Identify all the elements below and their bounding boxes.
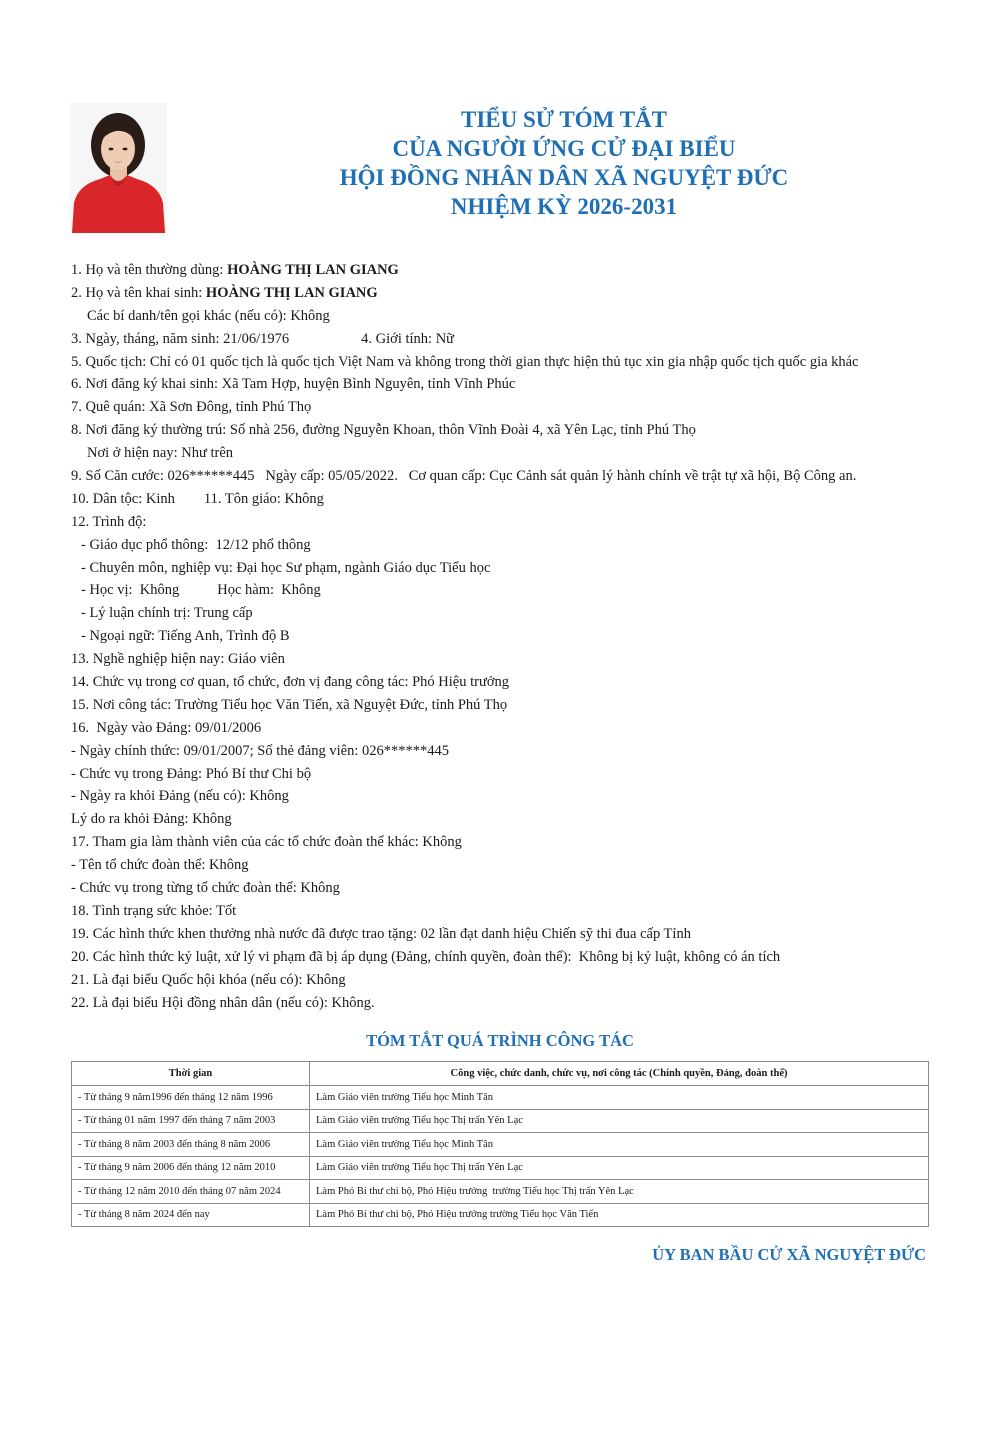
- field-16: 16. Ngày vào Đảng: 09/01/2006: [71, 719, 262, 736]
- field-10-11: [71, 488, 951, 511]
- table-row: [72, 1156, 929, 1180]
- table-row: [72, 1109, 929, 1133]
- field-8: 8. Nơi đăng ký thường trú: Số nhà 256, đường Nguyễn Khoan, thôn Vĩnh Đoài 4, xã Yên Lạc, tỉnh Phú Thọ: [71, 422, 696, 439]
- field-18: 18. Tình trạng sức khỏe: Tốt: [71, 902, 237, 919]
- work-history-title: TÓM TẮT QUÁ TRÌNH CÔNG TÁC: [366, 1031, 634, 1050]
- field-16-exit-date: - Ngày ra khỏi Đảng (nếu có): Không: [71, 788, 289, 805]
- row-work: Làm Phó Bí thư chi bộ, Phó Hiệu trưởng trường Tiểu học Thị trấn Yên Lạc: [310, 1180, 929, 1204]
- row-time: - Từ tháng 9 năm 2006 đến tháng 12 năm 2010: [72, 1156, 310, 1180]
- election-committee-signature: ỦY BAN BẦU CỬ XÃ NGUYỆT ĐỨC: [652, 1245, 926, 1264]
- field-12-professional: - Chuyên môn, nghiệp vụ: Đại học Sư phạm, ngành Giáo dục Tiểu học: [81, 559, 491, 576]
- title-line-1: TIỂU SỬ TÓM TẮT: [461, 107, 667, 132]
- field-9: 9. Số Căn cước: 026******445 Ngày cấp: 05/05/2022. Cơ quan cấp: Cục Cảnh sát quản lý hành chính về trật tự xã hội, Bộ Công an.: [71, 468, 857, 485]
- work-history-table: [71, 1061, 929, 1227]
- field-14: 14. Chức vụ trong cơ quan, tổ chức, đơn vị đang công tác: Phó Hiệu trưởng: [71, 674, 510, 691]
- field-17-position: - Chức vụ trong từng tổ chức đoàn thể: Không: [71, 880, 340, 897]
- header-work: Công việc, chức danh, chức vụ, nơi công tác (Chính quyền, Đảng, đoàn thể): [310, 1062, 929, 1086]
- field-2-label: 2. Họ và tên khai sinh:: [71, 284, 206, 301]
- field-7: 7. Quê quán: Xã Sơn Đông, tỉnh Phú Thọ: [71, 399, 312, 416]
- row-time: - Từ tháng 8 năm 2003 đến tháng 8 năm 2006: [72, 1133, 310, 1157]
- candidate-photo: [70, 103, 167, 233]
- field-12-politics: - Lý luận chính trị: Trung cấp: [81, 605, 253, 622]
- field-2-alias: Các bí danh/tên gọi khác (nếu có): Không: [87, 307, 330, 324]
- title-line-4: NHIỆM KỲ 2026-2031: [450, 194, 678, 219]
- row-time: - Từ tháng 8 năm 2024 đến nay: [72, 1203, 310, 1227]
- field-6: 6. Nơi đăng ký khai sinh: Xã Tam Hợp, huyện Bình Nguyên, tỉnh Vĩnh Phúc: [71, 376, 516, 393]
- biography-fields: [71, 259, 951, 1014]
- row-work: Làm Giáo viên trường Tiểu học Minh Tân: [310, 1133, 929, 1157]
- field-5: 5. Quốc tịch: Chỉ có 01 quốc tịch là quốc tịch Việt Nam và không trong thời gian thực hiện thủ tục xin gia nhập quốc tịch quốc gia khác: [71, 353, 859, 370]
- field-16-official: - Ngày chính thức: 09/01/2007; Số thẻ đảng viên: 026******445: [71, 742, 449, 759]
- field-17: 17. Tham gia làm thành viên của các tổ chức đoàn thể khác: Không: [71, 834, 462, 851]
- field-8-current: Nơi ở hiện nay: Như trên: [87, 445, 234, 462]
- table-header-row: [72, 1062, 929, 1086]
- field-12-language: - Ngoại ngữ: Tiếng Anh, Trình độ B: [81, 628, 290, 645]
- row-time: - Từ tháng 9 năm1996 đến tháng 12 năm 1996: [72, 1086, 310, 1110]
- row-work: Làm Phó Bí thư chi bộ, Phó Hiệu trưởng trường Tiểu học Văn Tiến: [310, 1203, 929, 1227]
- field-13: 13. Nghề nghiệp hiện nay: Giáo viên: [71, 651, 285, 668]
- field-17-org: - Tên tổ chức đoàn thể: Không: [71, 857, 249, 874]
- field-10: 10. Dân tộc: Kinh: [71, 490, 175, 507]
- field-1-value: HOÀNG THỊ LAN GIANG: [227, 262, 399, 278]
- field-2: [71, 282, 951, 305]
- row-time: - Từ tháng 12 năm 2010 đến tháng 07 năm 2024: [72, 1180, 310, 1204]
- field-12-title-value: Học hàm: Không: [217, 582, 321, 599]
- field-16-exit-reason: Lý do ra khỏi Đảng: Không: [71, 811, 232, 828]
- field-12-degree-value: - Học vị: Không: [81, 582, 180, 599]
- field-3: 3. Ngày, tháng, năm sinh: 21/06/1976: [71, 330, 290, 347]
- row-work: Làm Giáo viên trường Tiểu học Thị trấn Yên Lạc: [310, 1109, 929, 1133]
- field-4: 4. Giới tính: Nữ: [361, 330, 455, 347]
- field-3-4: [71, 328, 951, 351]
- field-1: [71, 259, 951, 282]
- row-work: Làm Giáo viên trường Tiểu học Thị trấn Yên Lạc: [310, 1156, 929, 1180]
- field-12-degree: [71, 579, 951, 602]
- table-row: [72, 1133, 929, 1157]
- field-11: 11. Tôn giáo: Không: [203, 490, 324, 507]
- field-16-position: - Chức vụ trong Đảng: Phó Bí thư Chi bộ: [71, 765, 312, 782]
- table-row: [72, 1180, 929, 1204]
- field-15: 15. Nơi công tác: Trường Tiểu học Văn Tiến, xã Nguyệt Đức, tỉnh Phú Thọ: [71, 696, 508, 713]
- title-line-2: CỦA NGƯỜI ỨNG CỬ ĐẠI BIỂU: [392, 136, 736, 161]
- field-1-label: 1. Họ và tên thường dùng:: [71, 262, 228, 278]
- table-row: [72, 1086, 929, 1110]
- field-19: 19. Các hình thức khen thưởng nhà nước đã được trao tặng: 02 lần đạt danh hiệu Chiến sỹ thi đua cấp Tỉnh: [71, 925, 691, 942]
- document-title: [300, 105, 828, 221]
- table-row: [72, 1203, 929, 1227]
- field-22: 22. Là đại biểu Hội đồng nhân dân (nếu có): Không.: [71, 994, 375, 1011]
- field-21: 21. Là đại biểu Quốc hội khóa (nếu có): Không: [71, 971, 346, 988]
- field-2-value: HOÀNG THỊ LAN GIANG: [205, 284, 378, 301]
- row-time: - Từ tháng 01 năm 1997 đến tháng 7 năm 2003: [72, 1109, 310, 1133]
- header-time: Thời gian: [72, 1062, 310, 1086]
- field-12-general: - Giáo dục phổ thông: 12/12 phổ thông: [81, 536, 311, 553]
- field-12: 12. Trình độ:: [71, 513, 147, 530]
- field-20: 20. Các hình thức kỷ luật, xử lý vi phạm đã bị áp dụng (Đảng, chính quyền, đoàn thể): Không bị kỷ luật, không có án tích: [71, 948, 781, 965]
- row-work: Làm Giáo viên trường Tiểu học Minh Tân: [310, 1086, 929, 1110]
- title-line-3: HỘI ĐỒNG NHÂN DÂN XÃ NGUYỆT ĐỨC: [339, 165, 789, 190]
